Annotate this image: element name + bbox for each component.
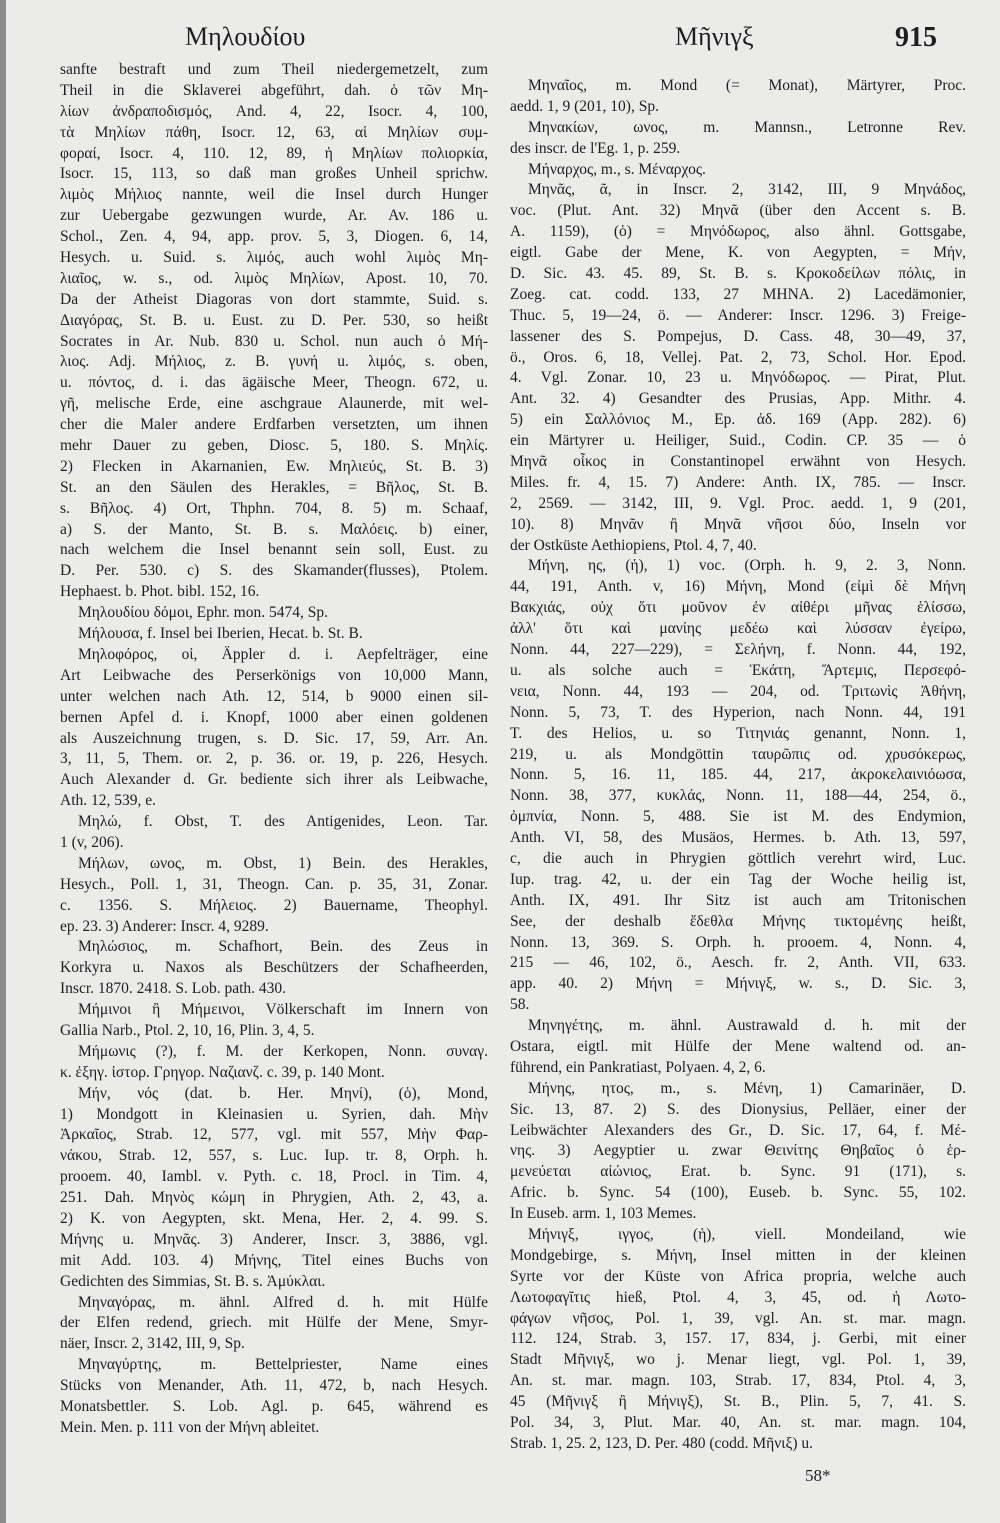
dictionary-entry — [60, 1084, 488, 1293]
entry-text-line: aedd. 1, 9 (201, 10), Sp. — [510, 97, 659, 115]
entry-text-line: 2) Flecken in Akarnanien, Ew. Μηλιεύς, St. B. 3) — [60, 457, 488, 475]
entry-headline: Μήμωνις (?), f. M. der Kerkopen, Nonn. συναγ. — [78, 1042, 488, 1060]
dictionary-entry — [510, 118, 966, 160]
entry-headline: Μήνης, ητος, m., s. Μένη, 1) Camarinäer, D. — [528, 1079, 966, 1097]
dictionary-entry — [510, 180, 966, 556]
entry-headline: Μηλώσιος, m. Schafhort, Bein. des Zeus in — [78, 938, 488, 956]
entry-text-line: Nonn. 5, 16. 11, 185. 44, 217, ἀκροκελαινιόωσα, — [510, 766, 966, 784]
entry-text-line: ep. 23. 3) Anderer: Inscr. 4, 9289. — [60, 917, 269, 935]
entry-text-line: Afric. b. Sync. 54 (100), Euseb. b. Sync. 55, 102. — [510, 1184, 966, 1202]
entry-text-line: μενεύεται αἰώνιος, Erat. b. Sync. 91 (171), s. — [510, 1163, 966, 1181]
entry-text-line: Theil in die Sklaverei abgeführt, dah. ὁ τῶν Μη- — [60, 81, 488, 99]
entry-text-line: φοραί, Isocr. 4, 110. 12, 89, ἡ Μηλίων πολιορκία, — [60, 144, 488, 162]
entry-text-line: Gallia Narb., Ptol. 2, 10, 16, Plin. 3, 4, 5. — [60, 1021, 315, 1039]
dictionary-entry — [510, 1016, 966, 1079]
entry-text-line: als Auszeichnung trugen, s. D. Sic. 17, 59, Arr. An. — [60, 729, 488, 747]
entry-text-line: 44, 191, Anth. v, 16) Μήνη, Mond (εἰμὶ δὲ Μήνη — [510, 578, 966, 596]
entry-text-line: mehr Dauer zu geben, Diosc. 5, 180. S. Μηλίς. — [60, 437, 488, 455]
dictionary-entry — [510, 1079, 966, 1225]
entry-text-line: Ἀρκαῖος, Strab. 12, 577, vgl. mit 557, Μὴν Φαρ- — [60, 1126, 488, 1144]
entry-text-line: Nonn. 5, 73, T. des Hyperion, nach Nonn. 44, 191 — [510, 703, 966, 721]
entry-text-line: λιμὸς Μήλιος nannte, weil die Insel durch Hunger — [60, 186, 488, 204]
entry-text-line: ἀλλ' ὅτι καὶ μανίης μεδέω καὶ λύσσαν ἐγείρω, — [510, 620, 966, 638]
entry-text-line: 3, 11, 5, Them. or. 2, p. 36. or. 19, p. 226, Hesych. — [60, 750, 488, 768]
entry-text-line: Λωτοφαγῖτις hieß, Ptol. 4, 3, 45, od. ἡ Λωτο- — [510, 1288, 966, 1306]
entry-text-line: λιος. Adj. Μήλιος, z. B. γυνή u. λιμός, s. oben, — [60, 353, 488, 371]
entry-text-line: Μήνης u. Μηνᾶς. 3) Anderer, Inscr. 3, 3886, vgl. — [60, 1230, 488, 1248]
entry-text-line: Mondgebirge, s. Μήνη, Insel mitten in der kleinen — [510, 1246, 966, 1264]
entry-headline: Μηνηγέτης, m. ähnl. Austrawald d. h. mit der — [528, 1017, 966, 1035]
entry-text-line: Nonn. 13, 369. S. Orph. h. prooem. 4, Nonn. 4, — [510, 933, 966, 951]
entry-text-line: app. 40. 2) Μήνη = Μήνιγξ, w. s., D. Sic. 3, — [510, 975, 966, 993]
entry-text-line: 5) ein Σαλλόνιος Μ., Ep. ἀδ. 169 (App. 282). 6) — [510, 411, 966, 429]
dictionary-entry — [60, 1355, 488, 1439]
entry-text-line: 219, u. als Mondgöttin ταυρῶπις od. χρυσόκερως, — [510, 745, 966, 763]
entry-text-line: Zoeg. cat. codd. 133, 27 ΜΗΝΑ. 2) Lacedämonier, — [510, 285, 966, 303]
dictionary-entry — [60, 1293, 488, 1356]
dictionary-entry — [60, 603, 488, 624]
entry-text-line: An. st. mar. magn. 103, Strab. 17, 834, Ptol. 4, 3, — [510, 1372, 966, 1390]
entry-text-line: Sic. 13, 87. 2) S. des Dionysius, Pelläer, einer der — [510, 1100, 966, 1118]
entry-text-line: λιαῖος, w. s., od. λιμὸς Μηλίων, Apost. 10, 70. — [60, 269, 488, 287]
running-head-left: Μηλουδίου — [185, 22, 306, 51]
running-head-right: Μῆνιγξ — [675, 22, 754, 51]
right-column — [510, 76, 966, 1455]
entry-text-line: γῆ, melische Erde, eine aschgraue Alaunerde, mit wel- — [60, 395, 488, 413]
dictionary-entry — [60, 854, 488, 938]
entry-text-line: nach welchem die Insel benannt sein soll, Eust. zu — [60, 541, 488, 559]
entry-text-line: κ. ἐξηγ. ἱστορ. Γρηγορ. Ναζιανζ. c. 39, p. 140 Mont. — [60, 1063, 385, 1081]
entry-text-line: zur Uebergabe gezwungen wurde, Ar. Av. 186 u. — [60, 207, 488, 225]
dictionary-entry — [60, 1000, 488, 1042]
entry-headline: Μήμινοι ἢ Μήμεινοι, Völkerschaft im Innern von — [78, 1001, 488, 1019]
entry-text-line: νης. 3) Aegyptier u. zwar Θεινίτης Θηβαῖος ὁ ἑρ- — [510, 1142, 966, 1160]
dictionary-entry — [510, 556, 966, 1016]
entry-headline: Μηναγόρας, m. ähnl. Alfred d. h. mit Hülfe — [78, 1293, 488, 1311]
entry-text-line: A. 1159), (ὁ) = Μηνόδωρος, also ähnl. Gottsgabe, — [510, 223, 966, 241]
entry-headline: Μήν, νός (dat. b. Her. Μηνί), (ὁ), Mond, — [78, 1084, 488, 1102]
entry-text-line: Ant. 32. 4) Gesandter des Prusias, App. Mithr. 4. — [510, 390, 966, 408]
entry-text-line: Gedichten des Simmias, St. B. s. Ἀμύκλαι. — [60, 1272, 326, 1290]
entry-text-line: der Ostküste Aethiopiens, Ptol. 4, 7, 40. — [510, 536, 757, 554]
entry-text-line: Hesych., Poll. 1, 31, Theogn. Can. p. 35, 31, Zonar. — [60, 875, 488, 893]
entry-text-line: Miles. fr. 4, 15. 7) Andere: Anth. IX, 785. — Inscr. — [510, 473, 966, 491]
left-column — [60, 60, 488, 1439]
entry-text-line: In Euseb. arm. 1, 103 Memes. — [510, 1205, 697, 1223]
entry-text-line: Art Leibwache des Perserkönigs von 10,000 Mann, — [60, 666, 488, 684]
entry-text-line: Nonn. 44, 227—229), = Σελήνη, f. Nonn. 44, 192, — [510, 641, 966, 659]
dictionary-entry — [60, 624, 488, 645]
entry-text-line: Auch Alexander d. Gr. bediente sich ihrer als Leibwache, — [60, 771, 488, 789]
dictionary-entry — [60, 1042, 488, 1084]
entry-text-line: führend, ein Pankratiast, Polyaen. 4, 2, 6. — [510, 1058, 766, 1076]
entry-text-line: mit Add. 103. 4) Μήνης, Titel eines Buchs von — [60, 1251, 488, 1269]
entry-text-line: Hephaest. b. Phot. bibl. 152, 16. — [60, 583, 260, 601]
entry-headline: Μήλουσα, f. Insel bei Iberien, Hecat. b. St. B. — [78, 625, 363, 643]
entry-text-line: D. Per. 530. c) S. des Skamander(flusses), Ptolem. — [60, 562, 488, 580]
entry-text-line: Ath. 12, 539, e. — [60, 792, 157, 810]
entry-text-line: 58. — [510, 996, 530, 1014]
entry-text-line: Nonn. 38, 377, κυκλάς, Nonn. 11, 188—44, 254, ö., — [510, 787, 966, 805]
entry-text-line: ö., Oros. 6, 18, Vellej. Pat. 2, 73, Schol. Hor. Epod. — [510, 348, 966, 366]
entry-text-line: Syrte vor der Küste von Africa propria, welche auch — [510, 1267, 966, 1285]
entry-text-line: T. des Helios, u. so Τιτηνιάς genannt, Nonn. 1, — [510, 724, 966, 742]
dictionary-entry — [510, 1225, 966, 1455]
entry-headline: Μήναρχος, m., s. Μέναρχος. — [528, 160, 706, 178]
entry-text-line: Inscr. 1870. 2418. S. Lob. path. 430. — [60, 980, 287, 998]
entry-text-line: Pol. 34, 3, Plut. Mar. 40, An. st. mar. magn. 104, — [510, 1414, 966, 1431]
entry-headline: Μήλων, ωνος, m. Obst, 1) Bein. des Herakles, — [78, 854, 488, 872]
entry-text-line: Anth. VI, 58, des Musäos, Hermes. b. Ath. 13, 597, — [510, 829, 966, 847]
entry-text-line: φάγων νῆσος, Pol. 1, 39, vgl. An. st. mar. magn. — [510, 1309, 966, 1327]
entry-text-line: 1) Mondgott in Kleinasien u. Syrien, dah. Μὴν — [60, 1105, 488, 1123]
entry-headline: Μήνη, ης, (ἡ), 1) voc. (Orph. h. 9, 2. 3, Nonn. — [528, 557, 966, 575]
entry-headline: Μηνακίων, ωνος, m. Mannsn., Letronne Rev. — [528, 118, 966, 136]
entry-headline: Μηλώ, f. Obst, T. des Antigenides, Leon. Tar. — [78, 813, 488, 831]
entry-text-line: Διαγόρας, St. B. u. Eust. zu D. Per. 530, so heißt — [60, 311, 488, 329]
entry-text-line: 1 (v, 206). — [60, 833, 124, 851]
signature-mark: 58* — [805, 1466, 831, 1485]
entry-text-line: Stadt Μῆνιγξ, wo j. Menar liegt, vgl. Pol. 1, 39, — [510, 1351, 966, 1369]
entry-text-line: s. Βῆλος. 4) Ort, Thphn. 704, 8. 5) m. Schaaf, — [60, 499, 488, 517]
entry-text-line: des inscr. de l'Eg. 1, p. 259. — [510, 139, 681, 157]
entry-text-line: 2, 2569. — 3142, III, 9. Vgl. Proc. aedd. 1, 9 (201, — [510, 494, 966, 512]
entry-text-line: 45 (Μῆνιγξ ἢ Μήνιγξ), St. B., Plin. 5, 7, 41. S. — [510, 1393, 966, 1411]
entry-text-line: lassener des S. Pompejus, D. Cass. 48, 30—49, 37, — [510, 327, 966, 345]
entry-text-line: 215 — 46, 102, ö., Aesch. fr. 2, Anth. VII, 633. — [510, 954, 966, 972]
entry-text-line: 251. Dah. Μηνὸς κώμη in Phrygien, Ath. 2, 43, a. — [60, 1189, 488, 1207]
entry-text-line: c, die auch in Phrygien göttlich verehrt wird, Luc. — [510, 849, 966, 867]
entry-text-line: 112. 124, Strab. 3, 157. 17, 834, j. Gerbi, mit einer — [510, 1330, 966, 1348]
entry-text-line: St. an den Säulen des Herakles, = Βῆλος, St. B. — [60, 478, 488, 496]
dictionary-entry — [510, 160, 966, 181]
entry-text-line: λίων ἀνδραποδισμός, And. 4, 22, Isocr. 4, 100, — [60, 102, 488, 120]
entry-text-line: Iup. trag. 42, u. der ein Tag der Woche heilig ist, — [510, 870, 966, 888]
entry-text-line: u. als solche auch = Ἑκάτη, Ἄρτεμις, Περσεφό- — [510, 661, 966, 679]
entry-text-line: prooem. 40, Iambl. v. Pyth. c. 18, Procl. in Tim. 4, — [60, 1168, 488, 1186]
entry-headline: Μηναγύρτης, m. Bettelpriester, Name eines — [78, 1356, 488, 1374]
entry-text-line: ein Märtyrer u. Heiliger, Suid., Codin. CP. 35 — ὁ — [510, 432, 966, 450]
entry-text-line: Strab. 1, 25. 2, 123, D. Per. 480 (codd. Μῆνιξ) u. — [510, 1434, 814, 1452]
entry-text-line: νεια, Nonn. 44, 193 — 204, od. Τριτωνὶς Ἀθήνη, — [510, 682, 966, 700]
entry-text-line: D. Sic. 43. 45. 89, St. B. s. Κροκοδείλων πόλις, in — [510, 265, 966, 283]
entry-text-line: Mein. Men. p. 111 von der Μήνη ableitet. — [60, 1418, 320, 1436]
entry-text-line: Ostara, eigtl. mit Hülfe der Mene waltend od. an- — [510, 1037, 966, 1055]
entry-text-line: Schol., Zen. 4, 94, app. prov. 5, 3, Diogen. 6, 14, — [60, 228, 488, 246]
entry-text-line: Μηνᾶ οἶκος in Constantinopel erwähnt von Hesych. — [510, 453, 966, 471]
entry-text-line: ὀμπνία, Nonn. 5, 488. Sie ist M. des Endymion, — [510, 808, 966, 826]
entry-text-line: unter welchen nach Ath. 12, 514, b 9000 einen sil- — [60, 687, 488, 705]
entry-text-line: Hesych. u. Suid. s. λιμός, auch wohl λιμὸς Μη- — [60, 249, 488, 267]
entry-text-line: sanfte bestraft und zum Theil niedergemetzelt, zum — [60, 61, 488, 78]
entry-text-line: Anth. IX, 491. Ihr Sitz ist auch am Tritonischen — [510, 891, 966, 909]
entry-text-line: a) S. der Manto, St. B. s. Μαλόεις. b) einer, — [60, 520, 488, 538]
entry-text-line: τὰ Μηλίων πάθη, Isocr. 12, 63, αἱ Μηλίων συμ- — [60, 123, 488, 141]
entry-text-line: Leibwächter Alexanders des Gr., D. Sic. 17, 64, f. Μέ- — [510, 1121, 966, 1139]
entry-text-line: 10). 8) Μηνᾶν ἢ Μηνᾶ νῆσοι δύο, Inseln vor — [510, 515, 966, 533]
entry-text-line: Monatsbettler. S. Lob. Agl. p. 645, während es — [60, 1398, 488, 1415]
entry-text-line: Thuc. 5, 19—24, ö. — Anderer: Inscr. 1296. 3) Freige- — [510, 306, 966, 324]
entry-text-line: eigtl. Gabe der Mene, K. von Aegypten, = Μήν, — [510, 244, 966, 262]
entry-text-line: der Elfen redend, griech. mit Hülfe der Mene, Smyr- — [60, 1314, 488, 1332]
entry-headline: Μήνιγξ, ιγγος, (ἡ), viell. Mondeiland, wie — [528, 1225, 966, 1243]
dictionary-entry — [60, 645, 488, 812]
entry-text-line: u. πόντος, d. i. das ägäische Meer, Theogn. 672, u. — [60, 374, 488, 392]
entry-text-line: 4. Vgl. Zonar. 10, 23 u. Μηνόδωρος. — Pirat, Plut. — [510, 369, 966, 387]
entry-text-line: Βακχιάς, οὐχ ὅτι μοῦνον ἐν αἰθέρι μῆνας ἑλίσσω, — [510, 599, 966, 617]
dictionary-entry — [60, 937, 488, 1000]
entry-text-line: Da der Atheist Diagoras von dort stammte, Suid. s. — [60, 290, 488, 308]
entry-text-line: Socrates in Ar. Nub. 830 u. Schol. nun auch ὁ Μή- — [60, 332, 488, 350]
entry-text-line: cher die Maler andere Erdfarben versetzten, um ihnen — [60, 416, 488, 434]
entry-text-line: voc. (Plut. Ant. 32) Μηνᾶ (über den Accent s. B. — [510, 202, 966, 220]
dictionary-entry — [510, 76, 966, 118]
entry-text-line: 2) K. von Aegypten, skt. Mena, Her. 2, 4. 99. S. — [60, 1209, 488, 1227]
entry-headline: Μηνᾶς, ᾶ, in Inscr. 2, 3142, III, 9 Μηνάδος, — [528, 181, 966, 199]
entry-text-line: c. 1356. S. Μήλειος. 2) Bauername, Theophyl. — [60, 896, 488, 914]
page-number: 915 — [895, 22, 937, 53]
entry-text-line: See, der deshalb ἕδεθλα Μήνης τικτομένης heißt, — [510, 912, 966, 930]
entry-text-line: näer, Inscr. 2, 3142, III, 9, Sp. — [60, 1335, 245, 1353]
dictionary-entry — [60, 60, 488, 603]
dictionary-entry — [60, 812, 488, 854]
entry-headline: Μηναῖος, m. Mond (= Monat), Märtyrer, Proc. — [528, 77, 966, 94]
entry-text-line: bernen Apfel d. i. Knopf, 1000 aber einen goldenen — [60, 708, 488, 726]
page-edge-shadow — [0, 0, 6, 1523]
entry-text-line: νάκου, Strab. 12, 557, s. Luc. Iup. tr. 8, Orph. h. — [60, 1147, 488, 1165]
entry-headline: Μηλουδίου δόμοι, Ephr. mon. 5474, Sp. — [78, 604, 328, 622]
entry-headline: Μηλοφόρος, οἱ, Äppler d. i. Aepfelträger, eine — [78, 645, 488, 663]
entry-text-line: Stücks von Menander, Ath. 11, 472, b, nach Hesych. — [60, 1377, 488, 1395]
entry-text-line: Isocr. 15, 113, so daß man großes Unheil sprichw. — [60, 165, 488, 183]
entry-text-line: Korkyra u. Naxos als Beschützers der Schafheerden, — [60, 959, 488, 977]
